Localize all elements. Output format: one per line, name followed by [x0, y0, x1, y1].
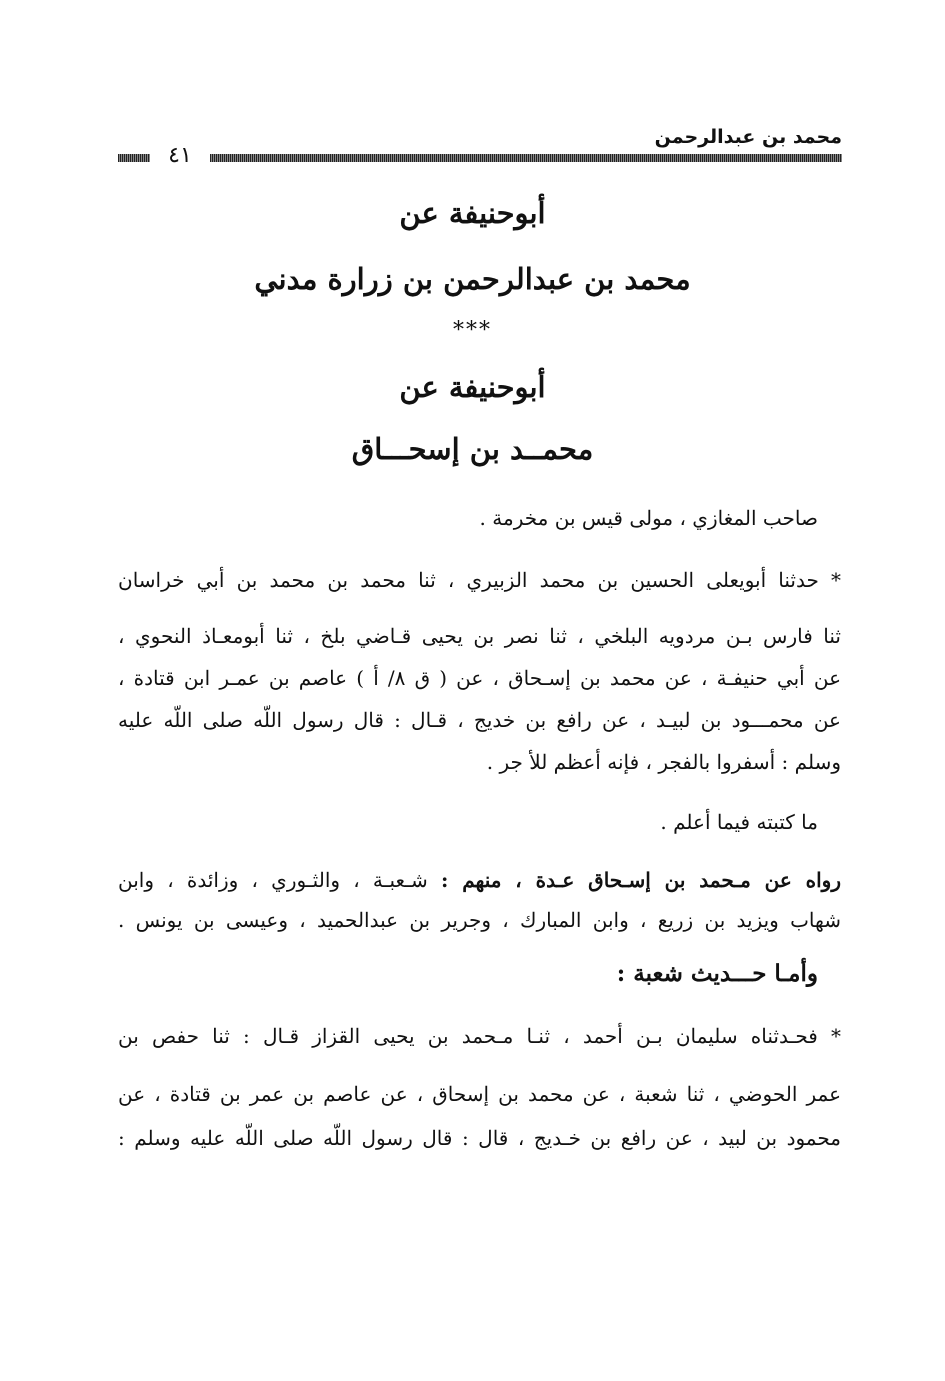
text-line: وسلم : أسفروا بالفجر ، فإنه أعظم للأ جر . [486, 750, 841, 774]
header-rule-left [118, 154, 150, 162]
heading-abu-hanifa-1: أبوحنيفة عن [399, 196, 546, 230]
text-line [118, 866, 841, 894]
subheading-shuba-hadith: وأمـا حـــديث شعبة : [616, 960, 818, 987]
text-line: * حدثنا أبويعلى الحسين بن محمد الزبيري ، ثنا محمد بن محمد بن أبي خراسان [118, 568, 841, 592]
header-rule [210, 154, 842, 162]
page-number: ٤١ [168, 143, 192, 168]
text-line: صاحب المغازي ، مولى قيس بن مخرمة . [479, 506, 818, 530]
narrators-list: شـعبـة ، والثـوري ، وزائدة ، وابن [118, 868, 442, 892]
text-line: شهاب ويزيد بن زريع ، وابن المبارك ، وجرير بن عبدالحميد ، وعيسى بن يونس . [118, 908, 841, 932]
text-line: ثنا فارس بـن مردويه البلخي ، ثنا نصر بن يحيى قـاضي بلخ ، ثنا أبومعـاذ النحوي ، [118, 624, 841, 648]
heading-abu-hanifa-2: أبوحنيفة عن [399, 370, 546, 404]
narrators-heading: رواه عن مـحمد بن إسـحاق عـدة ، منهم : [441, 868, 841, 892]
text-line: عن محمـــود بن لبيـد ، عن رافع بن خديج ، قـال : قال رسول اللّه صلى اللّه عليه [118, 708, 841, 732]
running-header [118, 122, 842, 168]
heading-muhammad-ibn-ishaq: محمــد بن إسحـــاق [351, 432, 594, 466]
text-line: عمر الحوضي ، ثنا شعبة ، عن محمد بن إسحاق ، عن عاصم بن عمر بن قتادة ، عن [118, 1082, 841, 1106]
text-line: ما كتبته فيما أعلم . [660, 810, 818, 834]
heading-muhammad-ibn-abdurrahman: محمد بن عبدالرحمن بن زرارة مدني [254, 262, 691, 296]
text-line: عن أبي حنيفـة ، عن محمد بن إسـحاق ، عن ( ق ٨/ أ ) عاصم بن عمـر ابن قتادة ، [118, 666, 841, 690]
text-line: محمود بن لبيد ، عن رافع بن خـديج ، قال : قال رسول اللّه صلى اللّه عليه وسلم : [118, 1126, 841, 1150]
header-title: محمد بن عبدالرحمن [654, 126, 842, 148]
section-separator: *** [453, 318, 492, 343]
text-line: * فحـدثناه سليمان بـن أحمد ، ثنـا مـحمد بن يحيى القزاز قـال : ثنا حفص بن [118, 1024, 841, 1048]
